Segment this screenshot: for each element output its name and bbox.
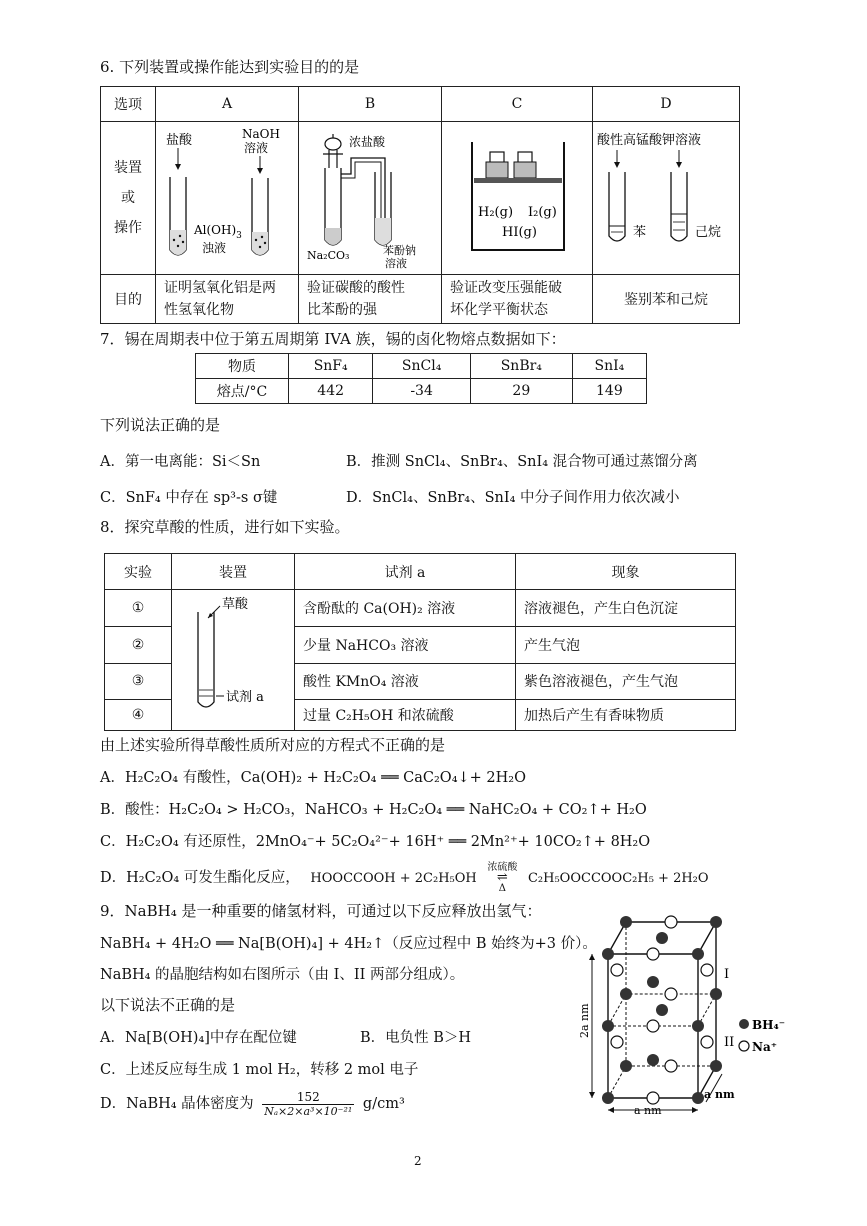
q7-value: -34 — [373, 379, 471, 404]
solution-label: 溶液 — [244, 141, 269, 155]
na2co3-label: Na₂CO₃ — [307, 249, 350, 262]
dim-2a-label: 2a nm — [578, 1003, 591, 1038]
q6-head-b: B — [299, 87, 442, 122]
fraction-denominator: Nₐ×2×a³×10⁻²¹ — [264, 1105, 353, 1118]
test-tubes-diagram-d — [593, 122, 739, 270]
purpose-line: 验证改变压强能破 — [450, 280, 562, 296]
q6-head-option: 选项 — [101, 87, 156, 122]
q7-option-a: A．第一电离能：Si＜Sn — [100, 454, 261, 470]
kmno4-label: 酸性高锰酸钾溶液 — [597, 133, 702, 148]
part-i-label: I — [724, 967, 730, 982]
q9-option-b: B．电负性 B＞H — [360, 1030, 472, 1046]
q7-head-sncl4: SnCl₄ — [373, 354, 471, 379]
h2-label: H₂(g) — [478, 205, 514, 220]
nabh4-unit-cell-figure — [578, 912, 798, 1120]
piston-vessel-diagram-c — [442, 122, 592, 270]
q7-stem: 下列说法正确的是 — [100, 416, 221, 434]
q8-row-no: ① — [105, 590, 172, 627]
hcl-label: 盐酸 — [166, 133, 193, 148]
naoh-label: NaOH — [242, 127, 280, 141]
q6-row-label-line: 装置 — [114, 160, 142, 176]
page-number: 2 — [414, 1154, 422, 1168]
q8-option-d — [100, 862, 709, 894]
q8-row-phenomenon: 加热后产生有香味物质 — [516, 700, 736, 731]
density-fraction — [262, 1090, 354, 1118]
q7-value: 149 — [572, 379, 646, 404]
q6-apparatus-a — [156, 122, 299, 275]
q8-option-a: A．H₂C₂O₄ 有酸性，Ca(OH)₂ + H₂C₂O₄ ══ CaC₂O₄↓+ 2H₂O — [100, 770, 526, 786]
q9-option-d — [100, 1090, 405, 1118]
q7-head-substance: 物质 — [196, 354, 289, 379]
legend-bh4-label: BH₄⁻ — [752, 1018, 786, 1032]
q6-apparatus-c — [442, 122, 593, 275]
q6-apparatus-d — [593, 122, 740, 275]
q8-option-d-right: C₂H₅OOCCOOC₂H₅ + 2H₂O — [527, 871, 709, 886]
oxalic-acid-label: 草酸 — [222, 597, 249, 612]
q8-row-no: ② — [105, 626, 172, 663]
q6-table — [100, 86, 740, 324]
aloh3-label — [193, 223, 242, 241]
q6-row-label-line: 操作 — [114, 220, 142, 236]
q9-title: 9．NaBH₄ 是一种重要的储氢材料，可通过以下反应释放出氢气： — [100, 902, 542, 920]
condition-top: 浓硫酸 — [487, 862, 518, 873]
i2-label: I₂(g) — [528, 205, 557, 220]
aloh3-text: Al(OH) — [194, 223, 237, 237]
q9-equation: NaBH₄ + 4H₂O ══ Na[B(OH)₄] + 4H₂↑（反应过程中 B 始终为+3 价）。 — [100, 936, 597, 952]
q8-row-phenomenon: 溶液褪色，产生白色沉淀 — [516, 590, 736, 627]
fraction-numerator: 152 — [262, 1090, 354, 1105]
turbid-label: 浊液 — [202, 241, 227, 255]
part-ii-label: II — [724, 1035, 735, 1050]
reagent-a-label: 试剂 a — [226, 690, 264, 705]
dim-a-depth-label: a nm — [704, 1088, 735, 1101]
q6-head-d: D — [593, 87, 740, 122]
q6-title: 6. 下列装置或操作能达到实验目的的是 — [100, 58, 360, 76]
q8-row-reagent: 酸性 KMnO₄ 溶液 — [295, 663, 516, 700]
q7-table — [195, 353, 647, 404]
purpose-line: 证明氢氧化铝是两 — [164, 280, 276, 296]
generator-diagram-b — [299, 122, 441, 270]
equilibrium-arrow-icon: ⇌ — [496, 870, 508, 885]
condition-bottom: Δ — [498, 883, 506, 894]
q8-head-reagent: 试剂 a — [295, 554, 516, 590]
q6-apparatus-b — [299, 122, 442, 275]
q8-row-reagent: 含酚酞的 Ca(OH)₂ 溶液 — [295, 590, 516, 627]
q8-row-phenomenon: 产生气泡 — [516, 626, 736, 663]
aloh3-sub: 3 — [236, 231, 242, 241]
q7-value: 442 — [289, 379, 373, 404]
q6-purpose-label: 目的 — [101, 275, 156, 324]
q8-head-exp: 实验 — [105, 554, 172, 590]
conc-hcl-label: 浓盐酸 — [349, 135, 386, 149]
q6-row-label — [101, 122, 156, 275]
hi-label: HI(g) — [502, 225, 537, 240]
q8-option-d-condition — [487, 862, 517, 894]
q9-stem: 以下说法不正确的是 — [100, 996, 236, 1014]
hexane-label: 己烷 — [695, 225, 722, 240]
q6-head-c: C — [442, 87, 593, 122]
q8-head-phenomenon: 现象 — [516, 554, 736, 590]
q8-option-d-prefix: D．H₂C₂O₄ 可发生酯化反应， — [100, 870, 300, 886]
q8-apparatus — [172, 590, 295, 731]
q6-head-a: A — [156, 87, 299, 122]
q8-option-c: C．H₂C₂O₄ 有还原性，2MnO₄⁻+ 5C₂O₄²⁻+ 16H⁺ ══ 2Mn²⁺+ 10CO₂↑+ 8H₂O — [100, 834, 651, 850]
q7-head-sni4: SnI₄ — [572, 354, 646, 379]
q6-purpose-b — [299, 275, 442, 324]
q8-table — [104, 553, 736, 731]
purpose-line: 比苯酚的强 — [307, 302, 377, 318]
test-tubes-diagram-a — [156, 122, 298, 270]
q7-title: 7．锡在周期表中位于第五周期第 IVA 族，锡的卤化物熔点数据如下： — [100, 330, 566, 348]
phenolate-label: 苯酚钠 — [383, 244, 416, 257]
q8-row-no: ④ — [105, 700, 172, 731]
dim-a-label: a nm — [634, 1104, 662, 1117]
q9-description: NaBH₄ 的晶胞结构如右图所示（由 I、II 两部分组成）。 — [100, 967, 465, 983]
q6-purpose-a — [156, 275, 299, 324]
q8-option-d-left: HOOCCOOH + 2C₂H₅OH — [310, 871, 477, 886]
benzene-label: 苯 — [633, 225, 647, 240]
q8-row-no: ③ — [105, 663, 172, 700]
q8-row-reagent: 过量 C₂H₅OH 和浓硫酸 — [295, 700, 516, 731]
q7-option-c: C．SnF₄ 中存在 sp³-s σ键 — [100, 490, 278, 506]
purpose-line: 性氢氧化物 — [164, 302, 234, 318]
purpose-line: 坏化学平衡状态 — [450, 302, 548, 318]
q6-purpose-c — [442, 275, 593, 324]
q8-head-apparatus: 装置 — [172, 554, 295, 590]
q7-option-b: B．推测 SnCl₄、SnBr₄、SnI₄ 混合物可通过蒸馏分离 — [346, 454, 698, 470]
phenolate-solution-label: 溶液 — [385, 257, 407, 270]
q7-head-snbr4: SnBr₄ — [470, 354, 572, 379]
legend-na-label: Na⁺ — [752, 1040, 778, 1054]
q6-purpose-d: 鉴别苯和己烷 — [593, 275, 740, 324]
purpose-line: 验证碳酸的酸性 — [307, 280, 405, 296]
oxalic-test-tube-diagram — [172, 590, 294, 726]
q9-option-d-prefix: D．NaBH₄ 晶体密度为 — [100, 1096, 254, 1112]
q8-title: 8．探究草酸的性质，进行如下实验。 — [100, 518, 350, 536]
q9-option-c: C．上述反应每生成 1 mol H₂，转移 2 mol 电子 — [100, 1062, 419, 1078]
q7-value: 29 — [470, 379, 572, 404]
q7-row-label: 熔点/°C — [196, 379, 289, 404]
q8-row-phenomenon: 紫色溶液褪色，产生气泡 — [516, 663, 736, 700]
q8-stem: 由上述实验所得草酸性质所对应的方程式不正确的是 — [100, 736, 446, 754]
q8-row-reagent: 少量 NaHCO₃ 溶液 — [295, 626, 516, 663]
q7-option-d: D．SnCl₄、SnBr₄、SnI₄ 中分子间作用力依次减小 — [346, 490, 680, 506]
q7-head-snf4: SnF₄ — [289, 354, 373, 379]
q9-option-a: A．Na[B(OH)₄]中存在配位键 — [100, 1030, 297, 1046]
density-unit: g/cm³ — [362, 1096, 405, 1112]
q8-option-b: B．酸性：H₂C₂O₄ > H₂CO₃，NaHCO₃ + H₂C₂O₄ ══ NaHC₂O₄ + CO₂↑+ H₂O — [100, 802, 647, 818]
q6-row-label-line: 或 — [121, 190, 135, 206]
